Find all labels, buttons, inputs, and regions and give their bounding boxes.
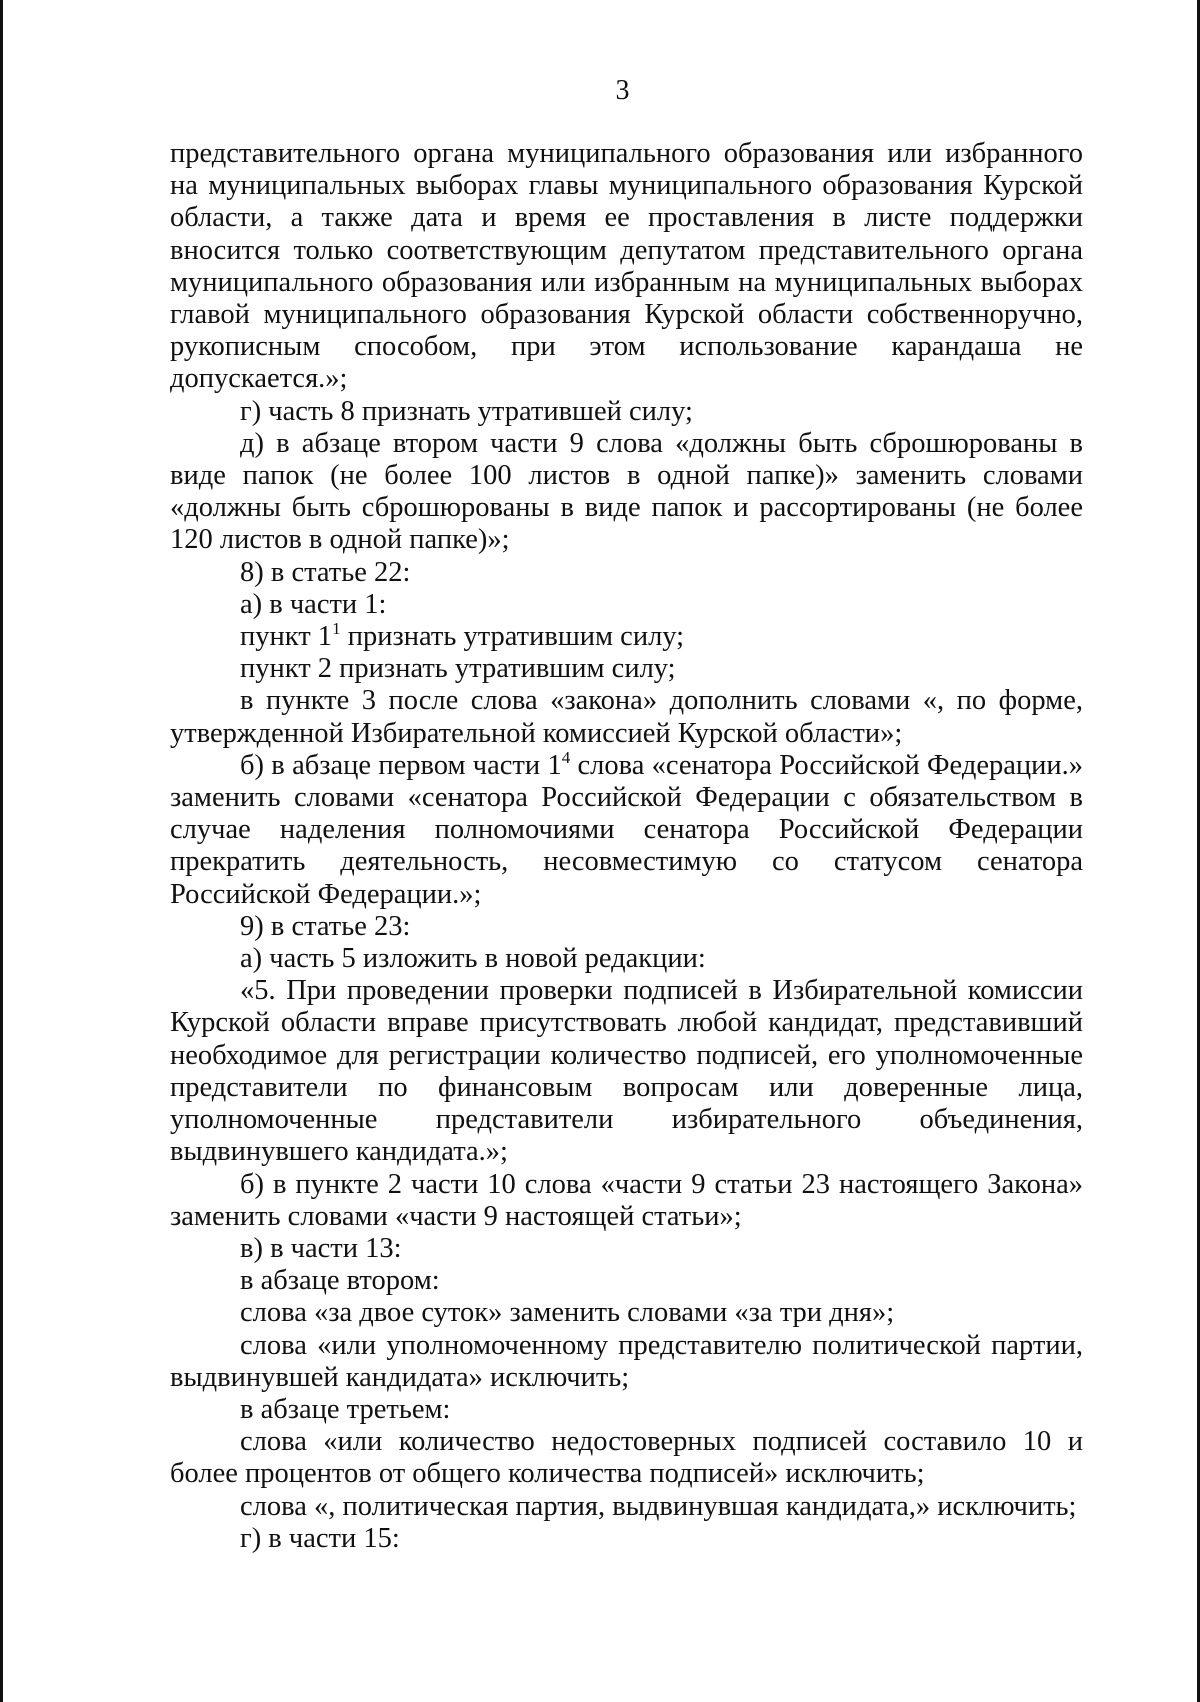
paragraph-text-after: признать утратившим силу; [340, 621, 685, 653]
paragraph-article-23: 9) в статье 23: [240, 910, 411, 942]
paragraph-point-3: в пункте 3 после слова «закона» дополнить словами «, по форме, утвержденной Избирательной комиссией Курской области»; [170, 685, 1083, 749]
paragraph-third-subparagraph: в абзаце третьем: [240, 1393, 451, 1425]
paragraph-item-a-part-5: а) часть 5 изложить в новой редакции: [240, 943, 706, 975]
paragraph-text-after: слова «сенатора Российской Федерации.» заменить словами «сенатора Российской Федерации с обязательством в случае наделения полномочиями сенатора Российской Федерации прекратить деятельность, несовместимую со статусом сенатора Российской Федерации.»; [170, 749, 1083, 910]
scan-edge-left [0, 0, 3, 1702]
superscript: 4 [561, 747, 571, 767]
paragraph-words-two-days: слова «за двое суток» заменить словами «за три дня»; [240, 1297, 895, 1329]
paragraph-words-political-party: слова «, политическая партия, выдвинувшая кандидата,» исключить; [240, 1490, 1077, 1522]
paragraph-article-22: 8) в статье 22: [240, 556, 411, 588]
paragraph-words-invalid-signatures: слова «или количество недостоверных подписей составило 10 и более процентов от общего количества подписей» исключить; [170, 1426, 1083, 1490]
paragraph-continuation: представительного органа муниципального образования или избранного на муниципальных выборах главы муниципального образования Курской области, а также дата и время ее проставления в листе поддержки вносится только соответствующим депутатом представительного органа муниципального образования или избранным на муниципальных выборах главой муниципального образования Курской области собственноручно, рукописным способом, при этом использование карандаша не допускается.»; [170, 138, 1083, 395]
paragraph-item-g-part-15: г) в части 15: [240, 1522, 400, 1554]
paragraph-point-2: пункт 2 признать утратившим силу; [240, 653, 676, 685]
paragraph-item-a-part-1: а) в части 1: [240, 588, 387, 620]
paragraph-second-subparagraph: в абзаце втором: [240, 1265, 440, 1297]
paragraph-item-v-part-13: в) в части 13: [240, 1232, 402, 1264]
paragraph-item-b-part-1-4 [170, 747, 1083, 911]
paragraph-quoted-part-5: «5. При проведении проверки подписей в Избирательной комиссии Курской области вправе присутствовать любой кандидат, представивший необходимое для регистрации количество подписей, его уполномоченные представители по финансовым вопросам или доверенные лица, уполномоченные представители избирательного объединения, выдвинувшего кандидата.»; [170, 975, 1083, 1168]
page-number: 3 [615, 75, 630, 106]
superscript: 1 [332, 619, 341, 639]
paragraph-item-b-part-10: б) в пункте 2 части 10 слова «части 9 статьи 23 настоящего Закона» заменить словами «части 9 настоящей статьи»; [170, 1168, 1083, 1232]
paragraph-point-1-1 [170, 621, 1083, 653]
paragraph-text-before: пункт 1 [240, 621, 333, 653]
paragraph-item-g: г) часть 8 признать утратившей силу; [240, 395, 693, 427]
document-body [170, 138, 1083, 1555]
paragraph-words-representative: слова «или уполномоченному представителю политической партии, выдвинувшей кандидата» исключить; [170, 1329, 1083, 1393]
paragraph-item-d: д) в абзаце втором части 9 слова «должны быть сброшюрованы в виде папок (не более 100 листов в одной папке)» заменить словами «должны быть сброшюрованы в виде папок и рассортированы (не более 120 листов в одной папке)»; [170, 427, 1083, 556]
paragraph-text-before: б) в абзаце первом части 1 [240, 749, 562, 781]
